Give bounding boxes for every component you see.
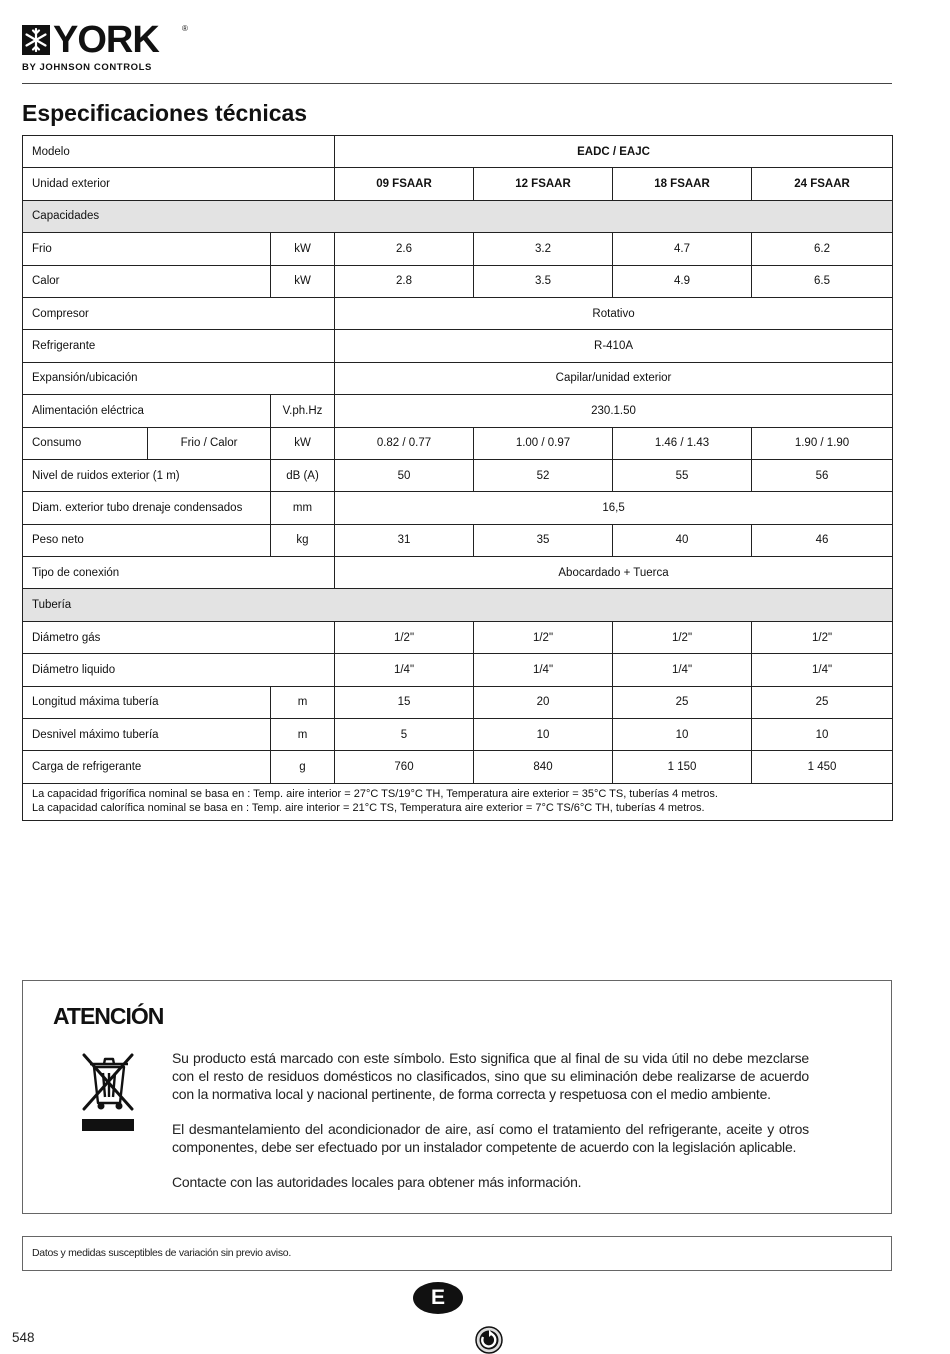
table-cell: 1.00 / 0.97 xyxy=(474,427,613,459)
row-unit: mm xyxy=(271,492,335,524)
table-cell: 1 150 xyxy=(613,751,752,783)
table-cell: 2.8 xyxy=(335,265,474,297)
attention-text xyxy=(172,1049,809,1208)
table-row xyxy=(23,621,893,653)
row-label: Refrigerante xyxy=(23,330,335,362)
table-cell: 3.2 xyxy=(474,233,613,265)
attention-paragraph: Contacte con las autoridades locales para obtener más información. xyxy=(172,1174,582,1190)
header-divider xyxy=(22,83,892,84)
york-logo xyxy=(22,19,188,74)
row-label: Peso neto xyxy=(23,524,271,556)
crossed-out-bin-icon xyxy=(80,1049,136,1131)
row-label: Diam. exterior tubo drenaje condensados xyxy=(23,492,271,524)
table-cell: 760 xyxy=(335,751,474,783)
table-cell: 1 450 xyxy=(752,751,893,783)
table-row xyxy=(23,524,893,556)
row-label: Longitud máxima tubería xyxy=(23,686,271,718)
row-label: Alimentación eléctrica xyxy=(23,395,271,427)
table-cell: 1/4" xyxy=(474,654,613,686)
table-cell: 5 xyxy=(335,719,474,751)
table-cell: 0.82 / 0.77 xyxy=(335,427,474,459)
table-notes xyxy=(23,783,893,820)
table-row xyxy=(23,168,893,200)
table-row xyxy=(23,233,893,265)
attention-paragraph: El desmantelamiento del acondicionador de aire, así como el tratamiento del refrigerante, aceite y otros componentes, debe ser efectuado por un instalador competente de acuerdo con la legislación aplicable. xyxy=(172,1121,809,1155)
model-label: Modelo xyxy=(23,136,335,168)
table-cell: 1/2" xyxy=(335,621,474,653)
table-row xyxy=(23,362,893,394)
brand-name: YORK xyxy=(53,19,159,61)
row-label: Nivel de ruidos exterior (1 m) xyxy=(23,459,271,491)
row-label: Expansión/ubicación xyxy=(23,362,335,394)
specifications-table xyxy=(22,135,893,821)
table-cell: 4.9 xyxy=(613,265,752,297)
table-cell: 16,5 xyxy=(335,492,893,524)
row-label: Calor xyxy=(23,265,271,297)
table-cell: 25 xyxy=(613,686,752,718)
snowflake-icon xyxy=(22,25,50,55)
attention-title: ATENCIÓN xyxy=(53,1003,164,1029)
table-row xyxy=(23,557,893,589)
table-row xyxy=(23,330,893,362)
row-unit: V.ph.Hz xyxy=(271,395,335,427)
section-label: Tubería xyxy=(23,589,893,621)
row-label: Consumo xyxy=(23,427,148,459)
table-cell: 6.5 xyxy=(752,265,893,297)
table-row xyxy=(23,297,893,329)
table-cell: 230.1.50 xyxy=(335,395,893,427)
table-cell: 1/4" xyxy=(752,654,893,686)
row-unit: m xyxy=(271,686,335,718)
row-unit: m xyxy=(271,719,335,751)
table-cell: Rotativo xyxy=(335,297,893,329)
row-label: Carga de refrigerante xyxy=(23,751,271,783)
recycle-loop-icon xyxy=(475,1326,503,1354)
table-row xyxy=(23,654,893,686)
row-unit: kW xyxy=(271,233,335,265)
row-unit: kW xyxy=(271,265,335,297)
page-title: Especificaciones técnicas xyxy=(22,100,308,126)
table-notes-row xyxy=(23,783,893,820)
table-cell: 1.90 / 1.90 xyxy=(752,427,893,459)
outdoor-unit-label: Unidad exterior xyxy=(23,168,335,200)
table-cell: 4.7 xyxy=(613,233,752,265)
table-row xyxy=(23,686,893,718)
table-cell: 1/2" xyxy=(474,621,613,653)
attention-paragraph: Su producto está marcado con este símbolo. Esto significa que al final de su vida útil no debe mezclarse con el resto de residuos domésticos no clasificados, sino que su eliminación debe realizarse de acuerdo con la normativa local y nacional pertinente, de forma correcta y respetuosa con el medio ambiente. xyxy=(172,1050,809,1102)
note-heating: La capacidad calorífica nominal se basa en : Temp. aire interior = 21°C TS, Temperatura aire exterior = 7°C TS/6°C TH, tuberías 4 metros. xyxy=(32,801,705,814)
table-cell: 1/4" xyxy=(335,654,474,686)
disclaimer-box xyxy=(22,1236,892,1271)
table-cell: 2.6 xyxy=(335,233,474,265)
table-cell: 6.2 xyxy=(752,233,893,265)
row-label: Compresor xyxy=(23,297,335,329)
disclaimer-text: Datos y medidas susceptibles de variación sin previo aviso. xyxy=(32,1247,291,1259)
table-cell: 1/2" xyxy=(613,621,752,653)
row-unit: dB (A) xyxy=(271,459,335,491)
table-cell: 52 xyxy=(474,459,613,491)
table-cell: 1.46 / 1.43 xyxy=(613,427,752,459)
table-cell: 15 xyxy=(335,686,474,718)
row-sublabel: Frio / Calor xyxy=(148,427,271,459)
table-cell: R-410A xyxy=(335,330,893,362)
section-row-piping xyxy=(23,589,893,621)
row-unit: kg xyxy=(271,524,335,556)
section-row-capacities xyxy=(23,200,893,232)
table-cell: 40 xyxy=(613,524,752,556)
table-cell: 3.5 xyxy=(474,265,613,297)
table-cell: Abocardado + Tuerca xyxy=(335,557,893,589)
table-cell: 10 xyxy=(752,719,893,751)
table-cell: 10 xyxy=(474,719,613,751)
attention-box xyxy=(22,980,892,1214)
table-row xyxy=(23,395,893,427)
table-row xyxy=(23,265,893,297)
model-code: 12 FSAAR xyxy=(474,168,613,200)
model-code: 18 FSAAR xyxy=(613,168,752,200)
table-cell: 56 xyxy=(752,459,893,491)
table-cell: 25 xyxy=(752,686,893,718)
table-row xyxy=(23,427,893,459)
page-number: 548 xyxy=(12,1330,35,1345)
table-cell: 10 xyxy=(613,719,752,751)
table-cell: 840 xyxy=(474,751,613,783)
table-cell: 1/2" xyxy=(752,621,893,653)
table-cell: 46 xyxy=(752,524,893,556)
section-label: Capacidades xyxy=(23,200,893,232)
row-label: Diámetro liquido xyxy=(23,654,335,686)
table-row xyxy=(23,459,893,491)
row-label: Desnivel máximo tubería xyxy=(23,719,271,751)
language-badge: E xyxy=(413,1282,463,1314)
table-cell: 55 xyxy=(613,459,752,491)
row-unit: g xyxy=(271,751,335,783)
registered-mark: ® xyxy=(182,24,188,33)
row-label: Diámetro gás xyxy=(23,621,335,653)
row-label: Tipo de conexión xyxy=(23,557,335,589)
model-value: EADC / EAJC xyxy=(335,136,893,168)
table-cell: 1/4" xyxy=(613,654,752,686)
table-cell: 31 xyxy=(335,524,474,556)
note-cooling: La capacidad frigorífica nominal se basa en : Temp. aire interior = 27°C TS/19°C TH, Temperatura aire exterior = 35°C TS, tuberías 4 metros. xyxy=(32,788,718,801)
model-code: 09 FSAAR xyxy=(335,168,474,200)
table-cell: 50 xyxy=(335,459,474,491)
table-row xyxy=(23,719,893,751)
table-cell: 20 xyxy=(474,686,613,718)
row-label: Frio xyxy=(23,233,271,265)
table-row xyxy=(23,136,893,168)
table-row xyxy=(23,751,893,783)
table-cell: Capilar/unidad exterior xyxy=(335,362,893,394)
brand-subtitle: BY JOHNSON CONTROLS xyxy=(22,62,152,73)
table-row xyxy=(23,492,893,524)
row-unit: kW xyxy=(271,427,335,459)
table-cell: 35 xyxy=(474,524,613,556)
model-code: 24 FSAAR xyxy=(752,168,893,200)
